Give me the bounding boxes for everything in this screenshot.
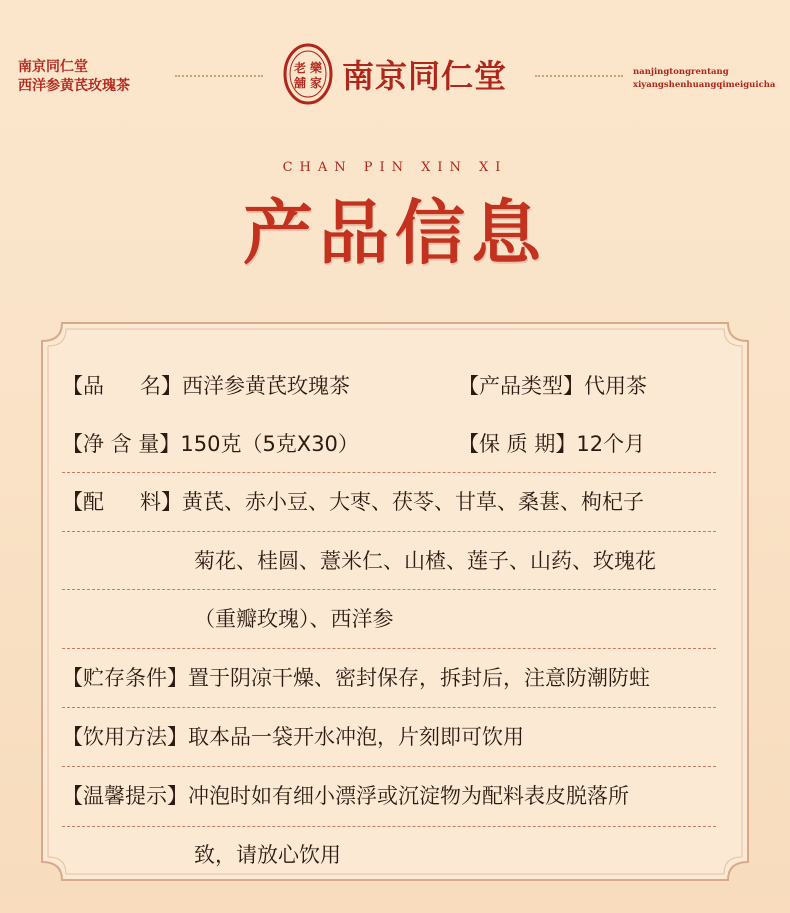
info-row-net	[62, 429, 359, 459]
header-left-line2: 西洋参黄芪玫瑰茶	[18, 78, 130, 94]
ingredients-label-right: 料】	[140, 490, 182, 514]
name-value: 西洋参黄芪玫瑰茶	[182, 374, 350, 398]
usage-value: 取本品一袋开水冲泡，片刻即可饮用	[188, 725, 524, 749]
storage-value: 置于阴凉干燥、密封保存，拆封后，注意防潮防蛀	[188, 666, 650, 690]
row-divider	[62, 766, 716, 767]
shelf-label: 【保 质 期】	[458, 432, 577, 456]
tip-line1: 冲泡时如有细小漂浮或沉淀物为配料表皮脱落所	[188, 784, 629, 808]
info-row-usage	[62, 722, 524, 752]
name-label-right: 名】	[140, 374, 182, 398]
info-row-tip	[62, 781, 629, 811]
storage-label: 【贮存条件】	[62, 666, 188, 690]
header-right-line1: nanjingtongrentang	[633, 67, 729, 77]
row-divider	[62, 826, 716, 827]
row-divider	[62, 707, 716, 708]
net-value: 150克（5克X30）	[180, 432, 359, 456]
header-left-line1: 南京同仁堂	[18, 59, 88, 75]
section-title: 产品信息	[243, 191, 547, 274]
info-row-storage	[62, 663, 650, 693]
brand-name: 南京同仁堂	[342, 57, 508, 95]
usage-label: 【饮用方法】	[62, 725, 188, 749]
ingredients-line2: 菊花、桂圆、薏米仁、山楂、莲子、山药、玫瑰花	[194, 549, 656, 573]
seal-char-3: 舖	[293, 76, 307, 90]
tip-label: 【温馨提示】	[62, 784, 188, 808]
type-label: 【产品类型】	[458, 374, 584, 398]
row-divider	[62, 589, 716, 590]
seal-char-4: 家	[309, 76, 323, 90]
seal-char-2: 樂	[309, 61, 323, 75]
info-row-shelf	[458, 429, 645, 459]
ingredients-label-left: 【配	[62, 490, 104, 514]
name-label-left: 【品	[62, 374, 104, 398]
row-divider	[62, 648, 716, 649]
net-label: 【净 含 量】	[62, 432, 181, 456]
info-row-type	[458, 371, 647, 401]
ingredients-line3: （重瓣玫瑰）、西洋参	[194, 607, 394, 631]
row-divider	[62, 472, 716, 473]
info-row-ingredients	[62, 487, 644, 517]
ingredients-line1: 黄芪、赤小豆、大枣、茯苓、甘草、桑葚、枸杞子	[182, 490, 644, 514]
section-pinyin: CHAN PIN XIN XI	[282, 160, 508, 175]
row-divider	[62, 531, 716, 532]
tip-line2: 致，请放心饮用	[194, 843, 341, 867]
info-row-name	[62, 371, 350, 401]
shelf-value: 12个月	[576, 432, 646, 456]
seal-char-1: 老	[293, 61, 307, 75]
type-value: 代用茶	[584, 374, 647, 398]
header-right-line2: xiyangshenhuangqimeiguicha	[633, 80, 776, 90]
